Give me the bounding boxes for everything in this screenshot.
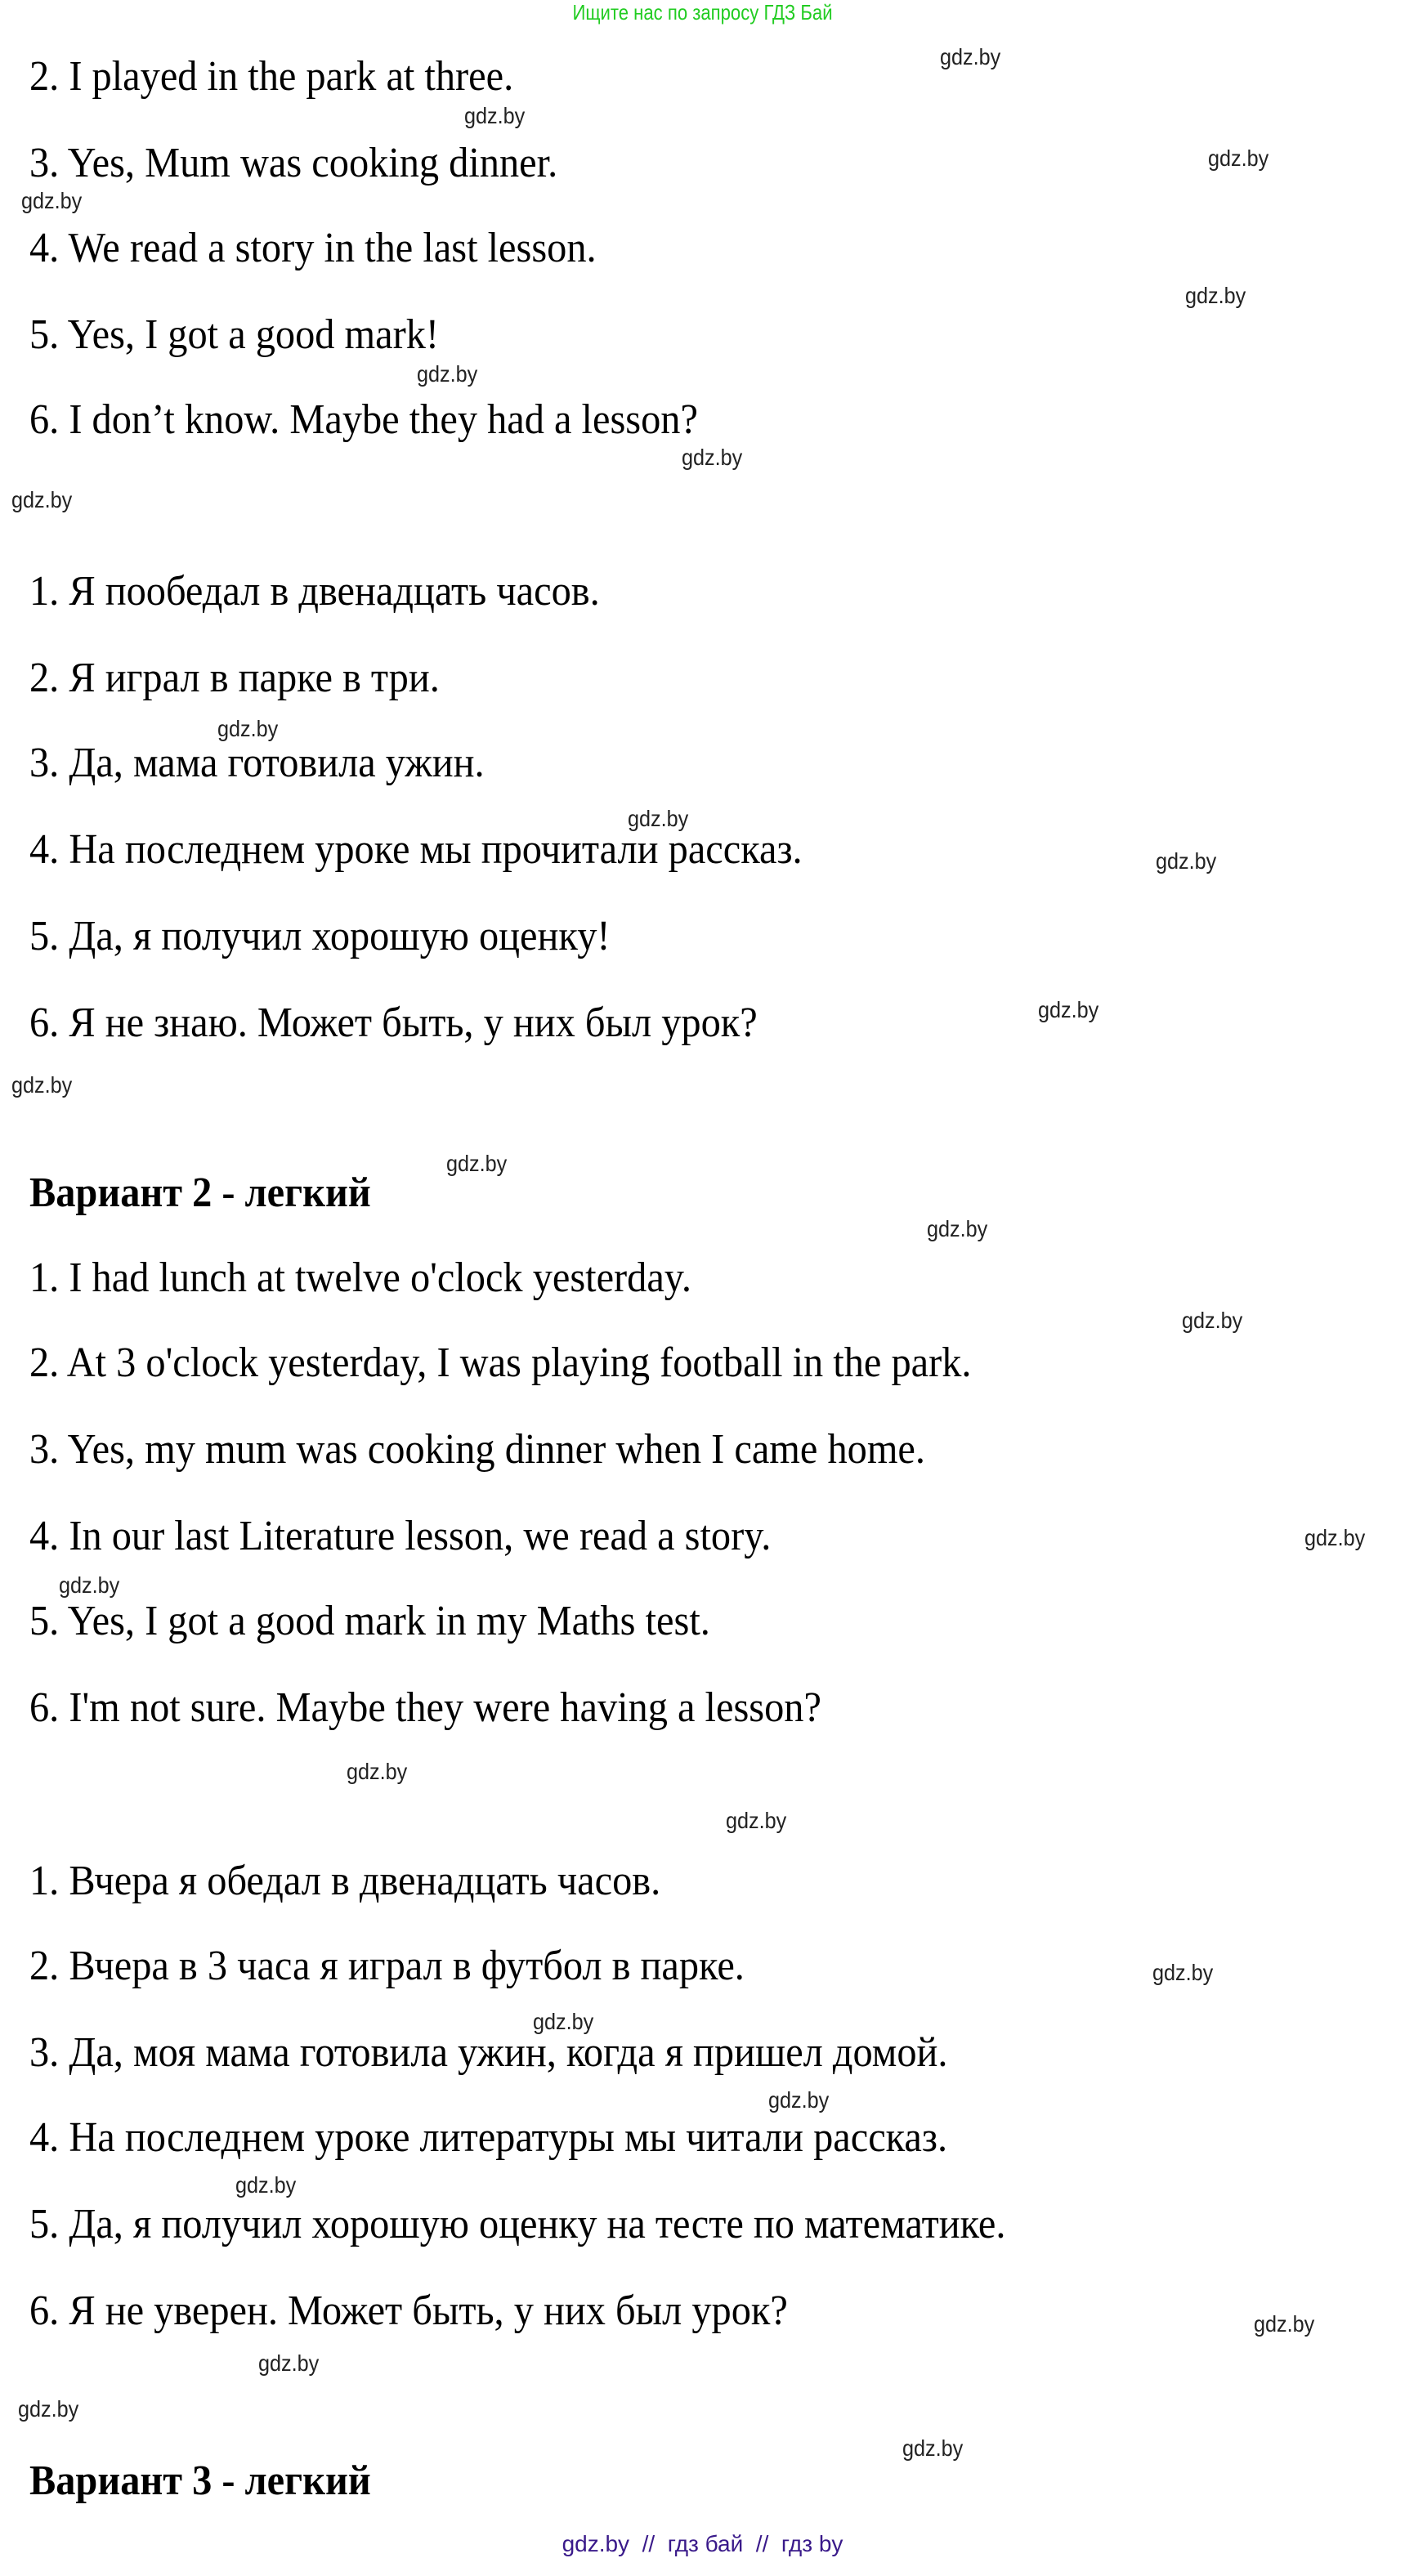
translation-line: 4. На последнем уроке мы прочитали рассказ.	[29, 826, 803, 873]
translation-line: 1. Я пообедал в двенадцать часов.	[29, 568, 600, 615]
answer-line: 4. We read a story in the last lesson.	[29, 225, 597, 271]
watermark: gdz.by	[1254, 2311, 1315, 2337]
answer-line: 3. Yes, my mum was cooking dinner when I came home.	[29, 1426, 925, 1473]
translation-line: 4. На последнем уроке литературы мы читали рассказ.	[29, 2114, 948, 2161]
watermark: gdz.by	[347, 1759, 408, 1784]
translation-line: 6. Я не уверен. Может быть, у них был урок?	[29, 2288, 788, 2334]
watermark: gdz.by	[628, 806, 689, 831]
watermark: gdz.by	[726, 1808, 787, 1833]
watermark: gdz.by	[1182, 1308, 1243, 1333]
answer-line: 1. I had lunch at twelve o'clock yesterday.	[29, 1254, 691, 1301]
watermark: gdz.by	[464, 103, 526, 128]
watermark: gdz.by	[1038, 997, 1099, 1022]
watermark: gdz.by	[18, 2396, 79, 2422]
watermark: gdz.by	[21, 188, 83, 213]
translation-line: 5. Да, я получил хорошую оценку!	[29, 913, 611, 959]
watermark: gdz.by	[1208, 145, 1269, 171]
watermark: gdz.by	[417, 361, 478, 387]
variant-3-heading: Вариант 3 - легкий	[29, 2457, 371, 2504]
watermark: gdz.by	[11, 1072, 73, 1098]
watermark: gdz.by	[235, 2172, 297, 2198]
translation-line: 1. Вчера я обедал в двенадцать часов.	[29, 1858, 661, 1904]
watermark: gdz.by	[1185, 283, 1246, 308]
answer-line: 3. Yes, Mum was cooking dinner.	[29, 140, 558, 186]
footer-links[interactable]: gdz.by // гдз бай // гдз by	[562, 2531, 843, 2556]
watermark: gdz.by	[768, 2087, 830, 2113]
watermark: gdz.by	[682, 445, 743, 470]
variant-2-heading: Вариант 2 - легкий	[29, 1169, 371, 1216]
translation-line: 2. Вчера в 3 часа я играл в футбол в парке.	[29, 1943, 745, 1989]
answer-line: 4. In our last Literature lesson, we read a story.	[29, 1513, 772, 1559]
translation-line: 3. Да, мама готовила ужин.	[29, 740, 485, 786]
watermark: gdz.by	[446, 1151, 508, 1176]
answer-line: 5. Yes, I got a good mark!	[29, 311, 440, 358]
watermark: gdz.by	[1152, 1960, 1214, 1985]
watermark: gdz.by	[1304, 1525, 1366, 1550]
search-banner: Ищите нас по запросу ГДЗ Бай	[572, 0, 833, 25]
answer-line: 2. At 3 o'clock yesterday, I was playing football in the park.	[29, 1339, 972, 1386]
answer-line: 5. Yes, I got a good mark in my Maths test.	[29, 1598, 710, 1644]
answer-line: 6. I'm not sure. Maybe they were having a lesson?	[29, 1684, 821, 1731]
answer-line: 6. I don’t know. Maybe they had a lesson?	[29, 396, 698, 443]
answer-line: 2. I played in the park at three.	[29, 53, 514, 100]
translation-line: 6. Я не знаю. Может быть, у них был урок?	[29, 1000, 758, 1046]
translation-line: 2. Я играл в парке в три.	[29, 655, 440, 701]
watermark: gdz.by	[1156, 848, 1217, 874]
translation-line: 5. Да, я получил хорошую оценку на тесте по математике.	[29, 2201, 1006, 2247]
translation-line: 3. Да, моя мама готовила ужин, когда я пришел домой.	[29, 2029, 948, 2076]
watermark: gdz.by	[533, 2009, 594, 2034]
watermark: gdz.by	[11, 487, 73, 512]
watermark: gdz.by	[940, 44, 1001, 69]
watermark: gdz.by	[902, 2435, 964, 2461]
watermark: gdz.by	[927, 1216, 988, 1241]
watermark: gdz.by	[217, 716, 279, 741]
watermark: gdz.by	[258, 2350, 320, 2376]
watermark: gdz.by	[59, 1572, 120, 1598]
